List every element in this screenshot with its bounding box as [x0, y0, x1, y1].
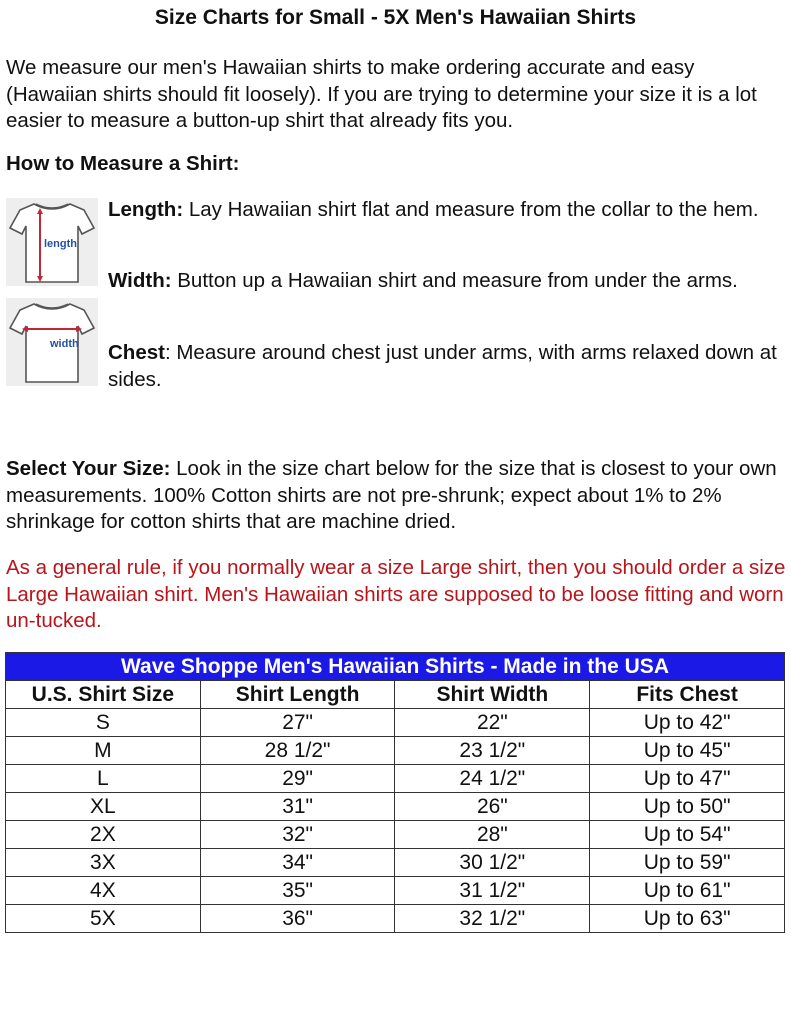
table-row	[6, 905, 785, 933]
length-diagram	[6, 198, 98, 286]
cell-size: 2X	[6, 821, 201, 849]
cell-size: S	[6, 709, 201, 737]
cell-chest: Up to 50"	[590, 793, 785, 821]
cell-length: 36"	[200, 905, 395, 933]
cell-length: 35"	[200, 877, 395, 905]
cell-chest: Up to 63"	[590, 905, 785, 933]
select-size-paragraph	[6, 456, 786, 536]
cell-chest: Up to 42"	[590, 709, 785, 737]
cell-width: 26"	[395, 793, 590, 821]
table-row	[6, 849, 785, 877]
cell-width: 28"	[395, 821, 590, 849]
header-size: U.S. Shirt Size	[6, 681, 201, 709]
cell-length: 34"	[200, 849, 395, 877]
cell-width: 22"	[395, 709, 590, 737]
cell-length: 31"	[200, 793, 395, 821]
page-title: Size Charts for Small - 5X Men's Hawaiian Shirts	[154, 6, 637, 29]
select-size-text: Look in the size chart below for the size that is closest to your own measurements. 100% Cotton shirts are not pre-shrunk; expect about 1% to 2% shrinkage for cotton shirts that are machine dried.	[6, 457, 777, 533]
cell-chest: Up to 59"	[590, 849, 785, 877]
table-banner: Wave Shoppe Men's Hawaiian Shirts - Made in the USA	[6, 653, 785, 681]
table-row	[6, 821, 785, 849]
chest-text: : Measure around chest just under arms, with arms relaxed down at sides.	[108, 341, 777, 391]
cell-width: 32 1/2"	[395, 905, 590, 933]
width-label: width	[50, 338, 79, 350]
cell-size: 3X	[6, 849, 201, 877]
cell-width: 24 1/2"	[395, 765, 590, 793]
table-row	[6, 793, 785, 821]
cell-chest: Up to 47"	[590, 765, 785, 793]
table-row	[6, 737, 785, 765]
chest-instruction	[108, 340, 783, 393]
table-row	[6, 709, 785, 737]
width-diagram	[6, 298, 98, 386]
cell-width: 30 1/2"	[395, 849, 590, 877]
length-text: Lay Hawaiian shirt flat and measure from the collar to the hem.	[183, 198, 759, 221]
width-term: Width:	[108, 269, 172, 292]
cell-size: M	[6, 737, 201, 765]
cell-chest: Up to 54"	[590, 821, 785, 849]
cell-length: 32"	[200, 821, 395, 849]
width-text: Button up a Hawaiian shirt and measure from under the arms.	[171, 269, 738, 292]
cell-chest: Up to 45"	[590, 737, 785, 765]
table-banner-row	[6, 653, 785, 681]
header-width: Shirt Width	[395, 681, 590, 709]
cell-size: 4X	[6, 877, 201, 905]
length-instruction	[108, 197, 783, 224]
cell-length: 27"	[200, 709, 395, 737]
cell-width: 31 1/2"	[395, 877, 590, 905]
length-term: Length:	[108, 198, 184, 221]
size-chart-table	[5, 652, 785, 933]
chest-term: Chest	[108, 341, 165, 364]
select-size-term: Select Your Size:	[6, 457, 171, 480]
header-length: Shirt Length	[200, 681, 395, 709]
header-chest: Fits Chest	[590, 681, 785, 709]
table-row	[6, 877, 785, 905]
cell-size: XL	[6, 793, 201, 821]
width-instruction	[108, 268, 783, 295]
cell-length: 28 1/2"	[200, 737, 395, 765]
cell-size: 5X	[6, 905, 201, 933]
cell-chest: Up to 61"	[590, 877, 785, 905]
length-label: length	[44, 238, 77, 250]
general-rule-paragraph: As a general rule, if you normally wear a size Large shirt, then you should order a size Large Hawaiian shirt. Men's Hawaiian shirts are supposed to be loose fitting and worn un-tucked.	[6, 556, 786, 632]
cell-length: 29"	[200, 765, 395, 793]
intro-paragraph: We measure our men's Hawaiian shirts to make ordering accurate and easy (Hawaiian shirts should fit loosely). If you are trying to determine your size it is a lot easier to measure a button-up shirt that already fits you.	[6, 56, 757, 132]
cell-width: 23 1/2"	[395, 737, 590, 765]
how-to-heading: How to Measure a Shirt:	[6, 152, 240, 175]
table-header-row	[6, 681, 785, 709]
table-row	[6, 765, 785, 793]
cell-size: L	[6, 765, 201, 793]
